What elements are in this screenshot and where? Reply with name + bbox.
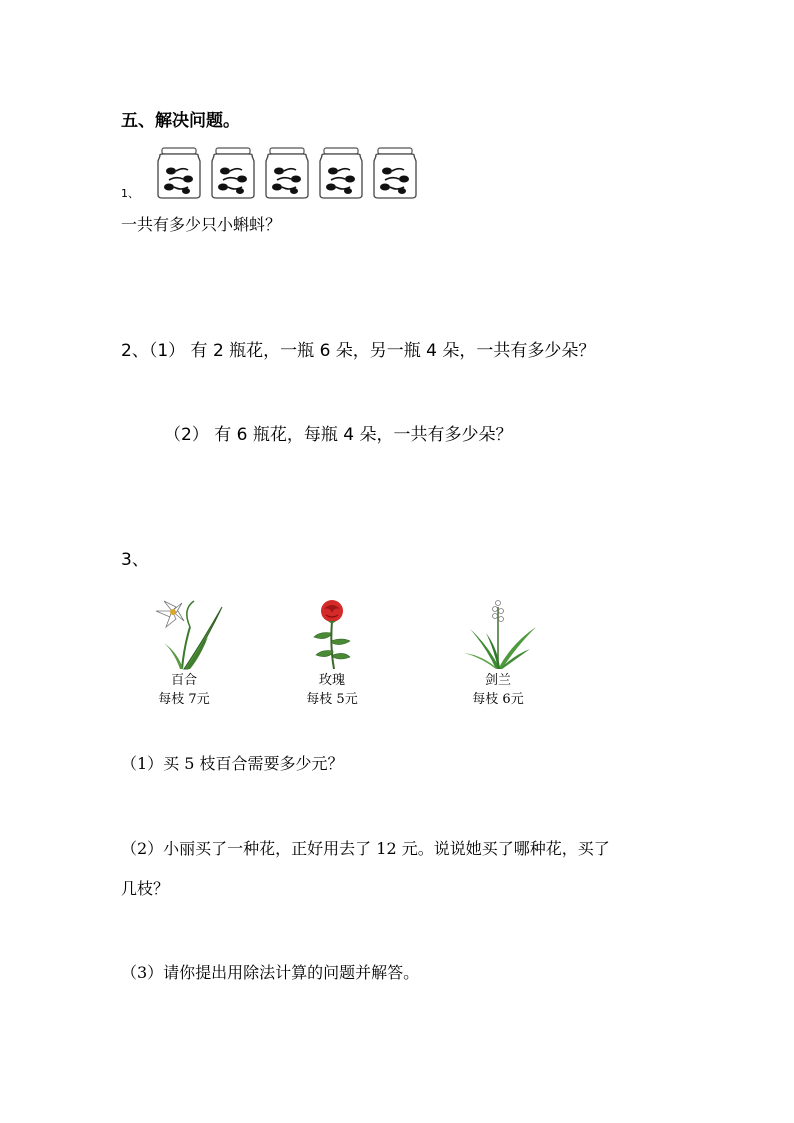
flower-orchid (443, 597, 553, 709)
tadpole-jars (154, 147, 420, 199)
question-3-number: 3、 (121, 550, 149, 570)
flower-price: 每枝 5元 (306, 692, 358, 707)
question-3-sub-2-line-2: 几枝？ (121, 879, 170, 898)
tadpole-jar-icon (208, 147, 258, 199)
question-3-sub-3: （3）请你提出用除法计算的问题并解答。 (121, 963, 420, 982)
tadpole-jar-icon (316, 147, 366, 199)
flower-name: 玫瑰 (318, 673, 345, 688)
question-1-text: 一共有多少只小蝌蚪？ (121, 215, 282, 234)
question-1-number: 1、 (121, 187, 139, 200)
flower-price: 每枝 7元 (158, 692, 210, 707)
question-2-part-1: 2、（1） 有 2 瓶花，一瓶 6 朵，另一瓶 4 朵，一共有多少朵？ (121, 341, 596, 361)
question-2-part-2: （2） 有 6 瓶花，每瓶 4 朵，一共有多少朵？ (164, 425, 513, 445)
section-title: 五、解决问题。 (121, 111, 240, 131)
question-3-sub-1: （1）买 5 枝百合需要多少元？ (121, 754, 344, 773)
tadpole-jar-icon (154, 147, 204, 199)
lily-icon (142, 597, 226, 671)
flower-lily (129, 597, 239, 709)
tadpole-jar-icon (370, 147, 420, 199)
flower-name: 剑兰 (484, 673, 511, 688)
tadpole-jar-icon (262, 147, 312, 199)
orchid-icon (456, 597, 540, 671)
flower-rose (277, 597, 387, 709)
flower-price: 每枝 6元 (472, 692, 524, 707)
question-3-sub-2-line-1: （2）小丽买了一种花，正好用去了 12 元。说说她买了哪种花，买了 (121, 839, 610, 858)
rose-icon (290, 597, 374, 671)
flower-name: 百合 (170, 673, 197, 688)
